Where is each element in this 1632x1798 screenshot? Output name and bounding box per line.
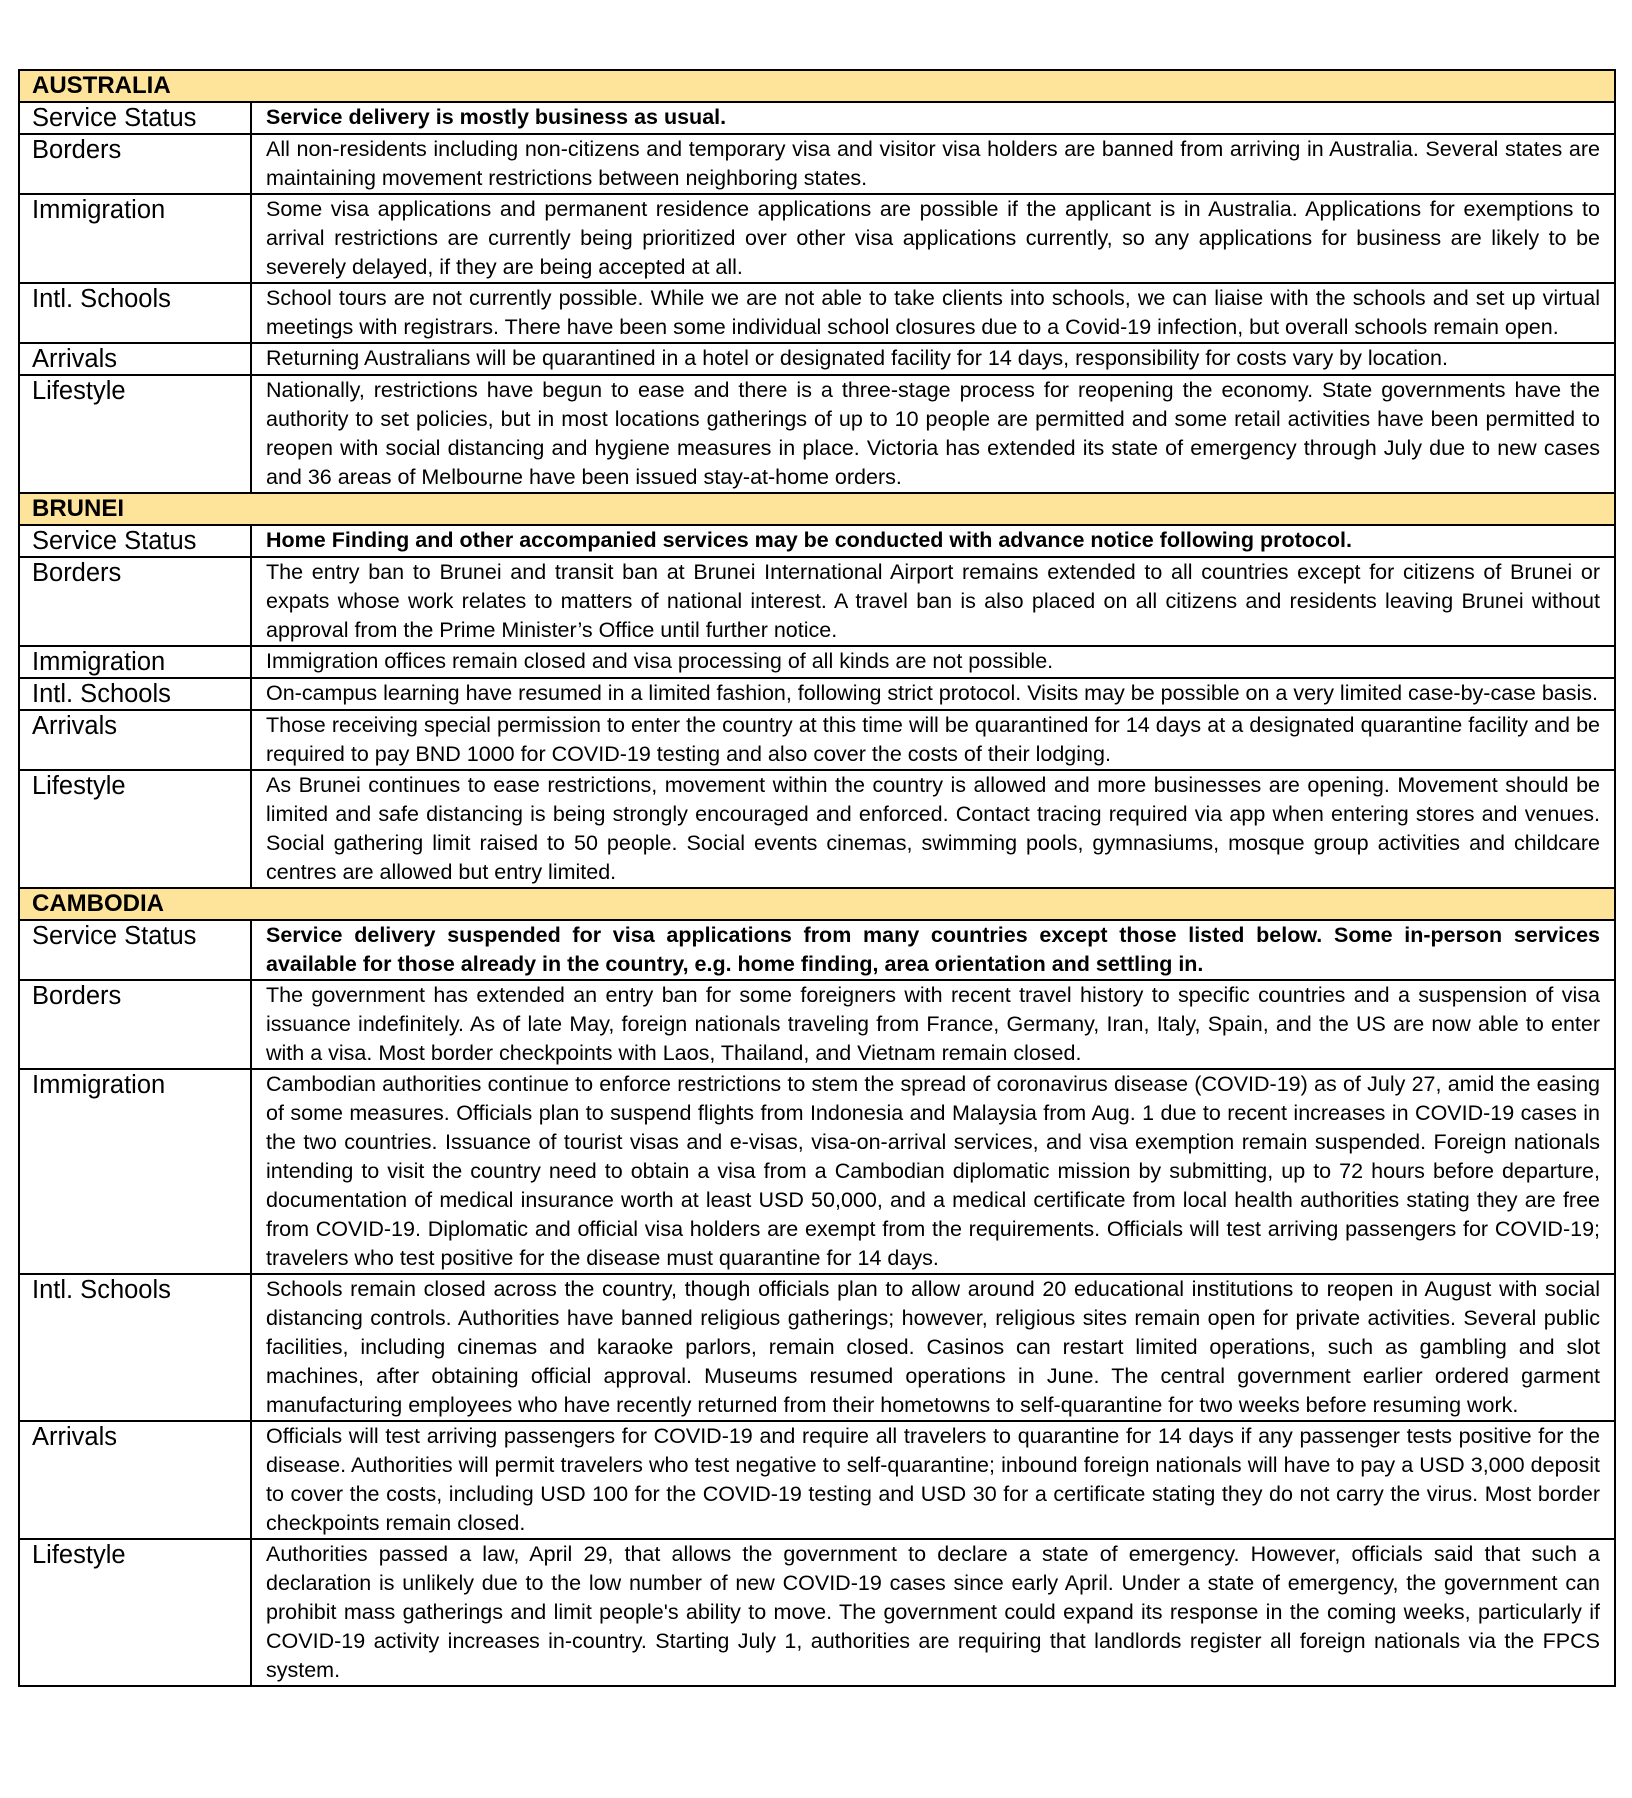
country-header-row — [19, 493, 1615, 525]
table-row — [19, 710, 1615, 770]
table-row — [19, 343, 1615, 375]
table-row — [19, 678, 1615, 710]
row-text: Schools remain closed across the country, though officials plan to allow around 20 educational institutions to reopen in August with social distancing controls. Authorities have banned religious gatherings; however, religious sites remain open for private activities. Several public facilities, including cinemas and karaoke parlors, remain closed. Casinos can restart limited operations, such as gambling and slot machines, after obtaining official approval. Museums resumed operations in June. The central government earlier ordered garment manufacturing employees who have recently returned from their hometowns to self-quarantine for two weeks before resuming work. — [251, 1274, 1615, 1421]
row-label: Intl. Schools — [19, 1274, 251, 1421]
row-label: Arrivals — [19, 1421, 251, 1539]
row-text: Those receiving special permission to enter the country at this time will be quarantined for 14 days at a designated quarantine facility and be required to pay BND 1000 for COVID-19 testing and also cover the costs of their lodging. — [251, 710, 1615, 770]
document-page — [18, 69, 1614, 1687]
service-status-text: Service delivery suspended for visa applications from many countries except those listed below. Some in-person services available for those already in the country, e.g. home finding, area orientation and settling in. — [251, 920, 1615, 980]
row-text: School tours are not currently possible. While we are not able to take clients into schools, we can liaise with the schools and set up virtual meetings with registrars. There have been some individual school closures due to a Covid-19 infection, but overall schools remain open. — [251, 283, 1615, 343]
row-label: Immigration — [19, 194, 251, 283]
row-text: Nationally, restrictions have begun to ease and there is a three-stage process for reopening the economy. State governments have the authority to set policies, but in most locations gatherings of up to 10 people are permitted and some retail activities have been permitted to reopen with social distancing and hygiene measures in place. Victoria has extended its state of emergency through July due to new cases and 36 areas of Melbourne have been issued stay-at-home orders. — [251, 375, 1615, 493]
row-label: Service Status — [19, 102, 251, 134]
row-text: Immigration offices remain closed and visa processing of all kinds are not possible. — [251, 646, 1615, 678]
row-text: Some visa applications and permanent residence applications are possible if the applicant is in Australia. Applications for exemptions to arrival restrictions are currently being prioritized over other visa applications currently, so any applications for business are likely to be severely delayed, if they are being accepted at all. — [251, 194, 1615, 283]
row-text: All non-residents including non-citizens and temporary visa and visitor visa holders are banned from arriving in Australia. Several states are maintaining movement restrictions between neighboring states. — [251, 134, 1615, 194]
row-text: The government has extended an entry ban for some foreigners with recent travel history to specific countries and a suspension of visa issuance indefinitely. As of late May, foreign nationals traveling from France, Germany, Iran, Italy, Spain, and the US are now able to enter with a visa. Most border checkpoints with Laos, Thailand, and Vietnam remain closed. — [251, 980, 1615, 1069]
row-text: Cambodian authorities continue to enforce restrictions to stem the spread of coronavirus disease (COVID-19) as of July 27, amid the easing of some measures. Officials plan to suspend flights from Indonesia and Malaysia from Aug. 1 due to recent increases in COVID-19 cases in the two countries. Issuance of tourist visas and e-visas, visa-on-arrival services, and visa exemption remain suspended. Foreign nationals intending to visit the country need to obtain a visa from a Cambodian diplomatic mission by submitting, up to 72 hours before departure, documentation of medical insurance worth at least USD 50,000, and a medical certificate from local health authorities stating they are free from COVID-19. Diplomatic and official visa holders are exempt from the requirements. Officials will test arriving passengers for COVID-19; travelers who test positive for the disease must quarantine for 14 days. — [251, 1069, 1615, 1274]
row-text: Authorities passed a law, April 29, that allows the government to declare a state of emergency. However, officials said that such a declaration is unlikely due to the low number of new COVID-19 cases since early April. Under a state of emergency, the government can prohibit mass gatherings and limit people's ability to move. The government could expand its response in the coming weeks, particularly if COVID-19 activity increases in-country. Starting July 1, authorities are requiring that landlords register all foreign nationals via the FPCS system. — [251, 1539, 1615, 1686]
service-status-row — [19, 920, 1615, 980]
country-name: BRUNEI — [19, 493, 1615, 525]
table-row — [19, 1539, 1615, 1686]
table-row — [19, 283, 1615, 343]
table-row — [19, 194, 1615, 283]
country-header-row — [19, 70, 1615, 102]
row-label: Borders — [19, 980, 251, 1069]
row-label: Lifestyle — [19, 375, 251, 493]
row-label: Service Status — [19, 525, 251, 557]
row-text: Officials will test arriving passengers for COVID-19 and require all travelers to quarantine for 14 days if any passenger tests positive for the disease. Authorities will permit travelers who test negative to self-quarantine; inbound foreign nationals will have to pay a USD 3,000 deposit to cover the costs, including USD 100 for the COVID-19 testing and USD 30 for a certificate stating they do not carry the virus. Most border checkpoints remain closed. — [251, 1421, 1615, 1539]
table-row — [19, 134, 1615, 194]
table-row — [19, 646, 1615, 678]
row-label: Immigration — [19, 646, 251, 678]
row-text: Returning Australians will be quarantined in a hotel or designated facility for 14 days, responsibility for costs vary by location. — [251, 343, 1615, 375]
row-label: Arrivals — [19, 343, 251, 375]
country-name: CAMBODIA — [19, 888, 1615, 920]
row-text: The entry ban to Brunei and transit ban at Brunei International Airport remains extended to all countries except for citizens of Brunei or expats whose work relates to matters of national interest. A travel ban is also placed on all citizens and residents leaving Brunei without approval from the Prime Minister’s Office until further notice. — [251, 557, 1615, 646]
table-row — [19, 1274, 1615, 1421]
row-label: Lifestyle — [19, 1539, 251, 1686]
country-name: AUSTRALIA — [19, 70, 1615, 102]
table-row — [19, 1421, 1615, 1539]
row-label: Service Status — [19, 920, 251, 980]
row-label: Intl. Schools — [19, 283, 251, 343]
row-label: Borders — [19, 557, 251, 646]
row-text: As Brunei continues to ease restrictions, movement within the country is allowed and more businesses are opening. Movement should be limited and safe distancing is being strongly encouraged and enforced. Contact tracing required via app when entering stores and venues. Social gathering limit raised to 50 people. Social events cinemas, swimming pools, gymnasiums, mosque group activities and childcare centres are allowed but entry limited. — [251, 770, 1615, 888]
row-text: On-campus learning have resumed in a limited fashion, following strict protocol. Visits may be possible on a very limited case-by-case basis. — [251, 678, 1615, 710]
table-row — [19, 770, 1615, 888]
table-row — [19, 980, 1615, 1069]
table-row — [19, 1069, 1615, 1274]
row-label: Borders — [19, 134, 251, 194]
country-header-row — [19, 888, 1615, 920]
row-label: Lifestyle — [19, 770, 251, 888]
row-label: Immigration — [19, 1069, 251, 1274]
row-label: Intl. Schools — [19, 678, 251, 710]
service-status-text: Home Finding and other accompanied services may be conducted with advance notice following protocol. — [251, 525, 1615, 557]
country-status-table — [18, 69, 1616, 1687]
service-status-row — [19, 102, 1615, 134]
service-status-row — [19, 525, 1615, 557]
table-row — [19, 557, 1615, 646]
service-status-text: Service delivery is mostly business as usual. — [251, 102, 1615, 134]
row-label: Arrivals — [19, 710, 251, 770]
table-row — [19, 375, 1615, 493]
